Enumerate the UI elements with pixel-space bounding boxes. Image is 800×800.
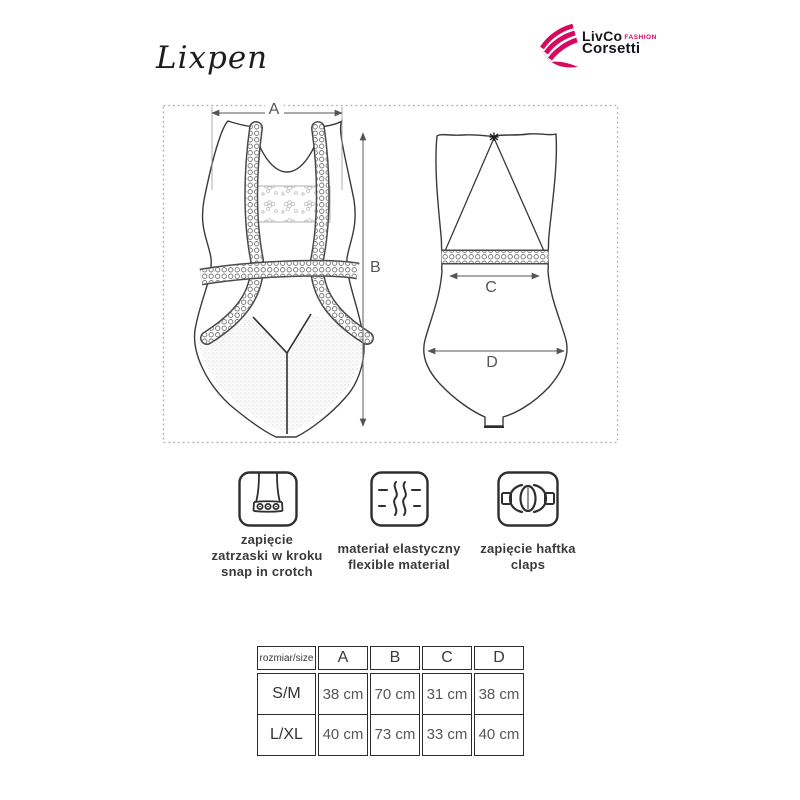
table-row (257, 714, 524, 756)
brand-name-fashion: FASHION (624, 34, 657, 41)
cell-value: 73 cm (370, 714, 420, 756)
caption-line: snap in crotch (221, 564, 313, 579)
brand-logo (537, 24, 657, 68)
hook-clasp-icon (497, 471, 559, 528)
brand-wordmark (582, 30, 657, 55)
feature-caption-clasp (448, 541, 608, 573)
caption-line: flexible material (348, 557, 450, 572)
caption-line: claps (510, 557, 546, 572)
caption-line: materiał elastyczny (337, 541, 461, 556)
row-size-label: L/XL (257, 714, 316, 756)
cell-value: 70 cm (370, 673, 420, 715)
brand-wing-icon (537, 24, 579, 68)
size-table-header-row (257, 646, 524, 670)
size-table-body (257, 673, 524, 756)
cell-value: 33 cm (422, 714, 472, 756)
elastic-material-icon (370, 471, 429, 528)
cell-value: 38 cm (318, 673, 368, 715)
dimension-b-label: B (370, 259, 381, 276)
cell-value: 31 cm (422, 673, 472, 715)
dimension-a-label: A (268, 101, 280, 118)
caption-line: zapięcie haftka (480, 541, 576, 556)
front-view-drawing (195, 121, 367, 437)
cell-value: 38 cm (474, 673, 524, 715)
size-table (257, 646, 524, 756)
snap-crotch-icon (238, 471, 298, 528)
col-header-b: B (370, 646, 420, 670)
product-name: Lixpen (156, 40, 269, 76)
dimension-b (363, 133, 381, 426)
caption-line: zapięcie (240, 532, 294, 547)
garment-diagram (150, 90, 630, 455)
dimension-d-label: D (486, 354, 498, 371)
col-header-d: D (474, 646, 524, 670)
size-table-corner-header: rozmiar/size (257, 646, 316, 670)
caption-line: zatrzaski w kroku (211, 548, 323, 563)
brand-name-sub: Corsetti (582, 40, 641, 57)
row-size-label: S/M (257, 673, 316, 715)
cell-value: 40 cm (474, 714, 524, 756)
col-header-c: C (422, 646, 472, 670)
back-star-mark (490, 133, 499, 142)
brand-name-main: LivCo (582, 28, 623, 44)
col-header-a: A (318, 646, 368, 670)
dimension-c-label: C (485, 279, 497, 296)
table-row (257, 673, 524, 715)
cell-value: 40 cm (318, 714, 368, 756)
